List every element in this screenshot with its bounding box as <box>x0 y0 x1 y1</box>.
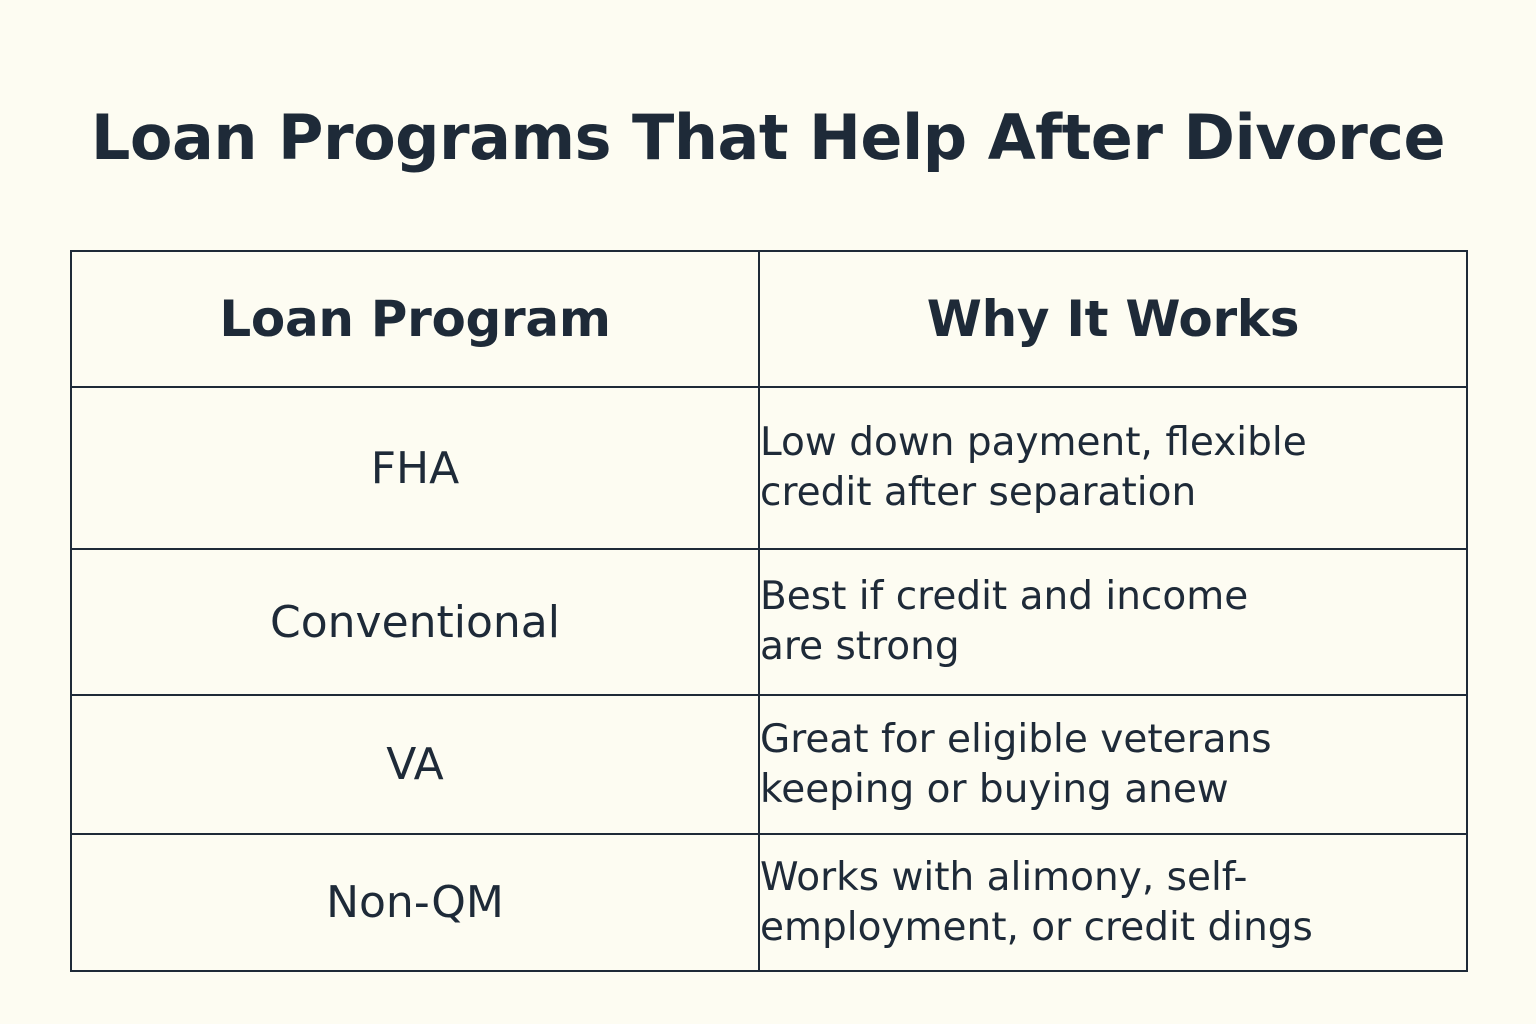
why-cell <box>759 834 1467 971</box>
loan-programs-table <box>70 250 1468 972</box>
why-text: Great for eligible veterans keeping or buying anew <box>760 716 1272 812</box>
column-header-loan-program: Loan Program <box>71 251 759 387</box>
why-text: Low down payment, flexible credit after separation <box>760 420 1307 515</box>
program-cell: VA <box>71 695 759 834</box>
table-row <box>71 834 1467 971</box>
program-cell: Conventional <box>71 549 759 695</box>
why-cell <box>759 387 1467 549</box>
why-text: Works with alimony, self- employment, or credit dings <box>760 854 1313 950</box>
table-row <box>71 695 1467 834</box>
table-header-row <box>71 251 1467 387</box>
why-cell <box>759 549 1467 695</box>
column-header-why-it-works: Why It Works <box>759 251 1467 387</box>
why-cell <box>759 695 1467 834</box>
table-row <box>71 549 1467 695</box>
program-cell: Non-QM <box>71 834 759 971</box>
table-row <box>71 387 1467 549</box>
page-title: Loan Programs That Help After Divorce <box>90 101 1446 174</box>
why-text: Best if credit and income are strong <box>760 574 1249 669</box>
program-cell: FHA <box>71 387 759 549</box>
